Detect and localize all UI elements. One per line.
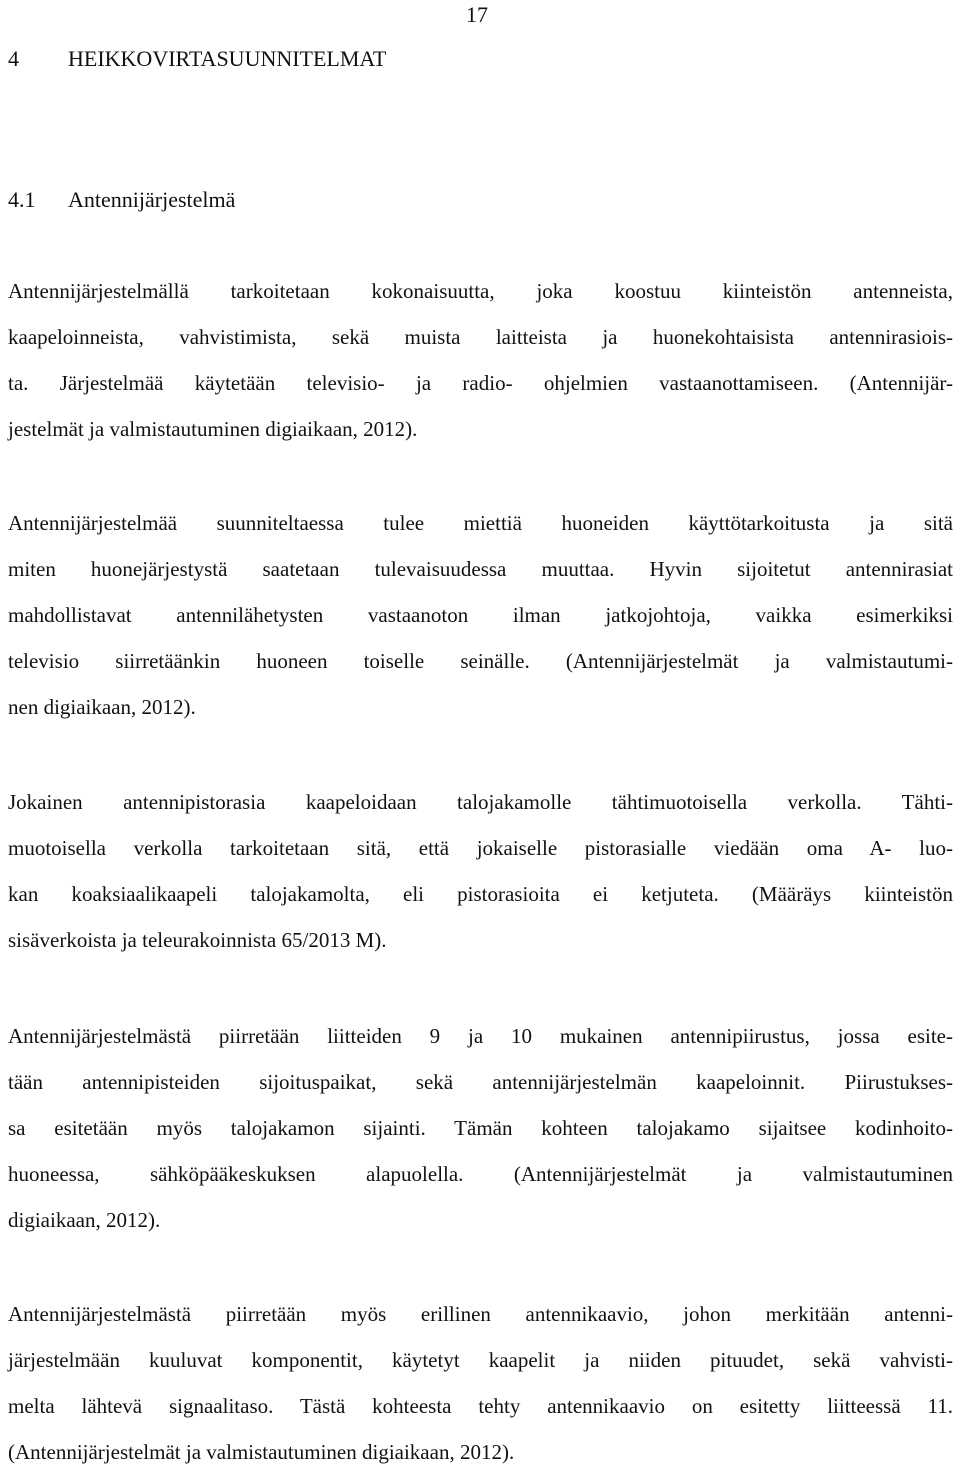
paragraph-line: (Antennijärjestelmät ja valmistautuminen digiaikaan, 2012). [8, 1440, 515, 1464]
paragraph-line: miten huonejärjestystä saatetaan tulevaisuudessa muuttaa. Hyvin sijoitetut antennirasiat [8, 557, 953, 581]
paragraph-line: melta lähtevä signaalitaso. Tästä kohteesta tehty antennikaavio on esitetty liitteessä 11. [8, 1394, 953, 1418]
paragraph-line: televisio siirretäänkin huoneen toiselle seinälle. (Antennijärjestelmät ja valmistautumi- [8, 649, 953, 673]
paragraph-line: Antennijärjestelmällä tarkoitetaan kokonaisuutta, joka koostuu kiinteistön antenneista, [8, 279, 953, 303]
chapter-heading [8, 46, 386, 72]
paragraph-line: huoneessa, sähköpääkeskuksen alapuolella. (Antennijärjestelmät ja valmistautuminen [8, 1162, 953, 1186]
chapter-number: 4 [8, 46, 19, 71]
paragraph [8, 268, 953, 452]
paragraph-line: digiaikaan, 2012). [8, 1208, 161, 1232]
section-number: 4.1 [8, 187, 36, 212]
paragraph-line: ta. Järjestelmää käytetään televisio- ja radio- ohjelmien vastaanottamiseen. (Antennijär- [8, 371, 953, 395]
paragraph-line: Antennijärjestelmästä piirretään liitteiden 9 ja 10 mukainen antennipiirustus, jossa esite- [8, 1024, 953, 1048]
paragraph-line: kan koaksiaalikaapeli talojakamolta, eli pistorasioita ei ketjuteta. (Määräys kiinteistön [8, 882, 953, 906]
section-title: Antennijärjestelmä [68, 187, 236, 212]
paragraph-line: sa esitetään myös talojakamon sijainti. Tämän kohteen talojakamo sijaitsee kodinhoito- [8, 1116, 953, 1140]
paragraph-line: tään antennipisteiden sijoituspaikat, sekä antennijärjestelmän kaapeloinnit. Piirustukses- [8, 1070, 953, 1094]
paragraph-line: kaapeloinneista, vahvistimista, sekä muista laitteista ja huonekohtaisista antennirasiois- [8, 325, 953, 349]
page-number: 17 [466, 2, 488, 27]
paragraph [8, 500, 953, 730]
paragraph-line: jestelmät ja valmistautuminen digiaikaan, 2012). [8, 417, 418, 441]
paragraph-line: järjestelmään kuuluvat komponentit, käytetyt kaapelit ja niiden pituudet, sekä vahvisti- [8, 1348, 953, 1372]
paragraph-line: mahdollistavat antennilähetysten vastaanoton ilman jatkojohtoja, vaikka esimerkiksi [8, 603, 953, 627]
chapter-title: HEIKKOVIRTASUUNNITELMAT [68, 46, 387, 71]
paragraph-line: nen digiaikaan, 2012). [8, 695, 196, 719]
paragraph-line: sisäverkoista ja teleurakoinnista 65/2013 M). [8, 928, 387, 952]
paragraph-line: Jokainen antennipistorasia kaapeloidaan talojakamolle tähtimuotoisella verkolla. Tähti- [8, 790, 953, 814]
paragraph-line: Antennijärjestelmästä piirretään myös erillinen antennikaavio, johon merkitään antenni- [8, 1302, 953, 1326]
paragraph-line: muotoisella verkolla tarkoitetaan sitä, että jokaiselle pistorasialle viedään oma A- luo- [8, 836, 953, 860]
paragraph [8, 1291, 953, 1475]
paragraph-line: Antennijärjestelmää suunniteltaessa tulee miettiä huoneiden käyttötarkoitusta ja sitä [8, 511, 953, 535]
section-heading [8, 187, 235, 213]
paragraph [8, 779, 953, 963]
paragraph [8, 1013, 953, 1243]
